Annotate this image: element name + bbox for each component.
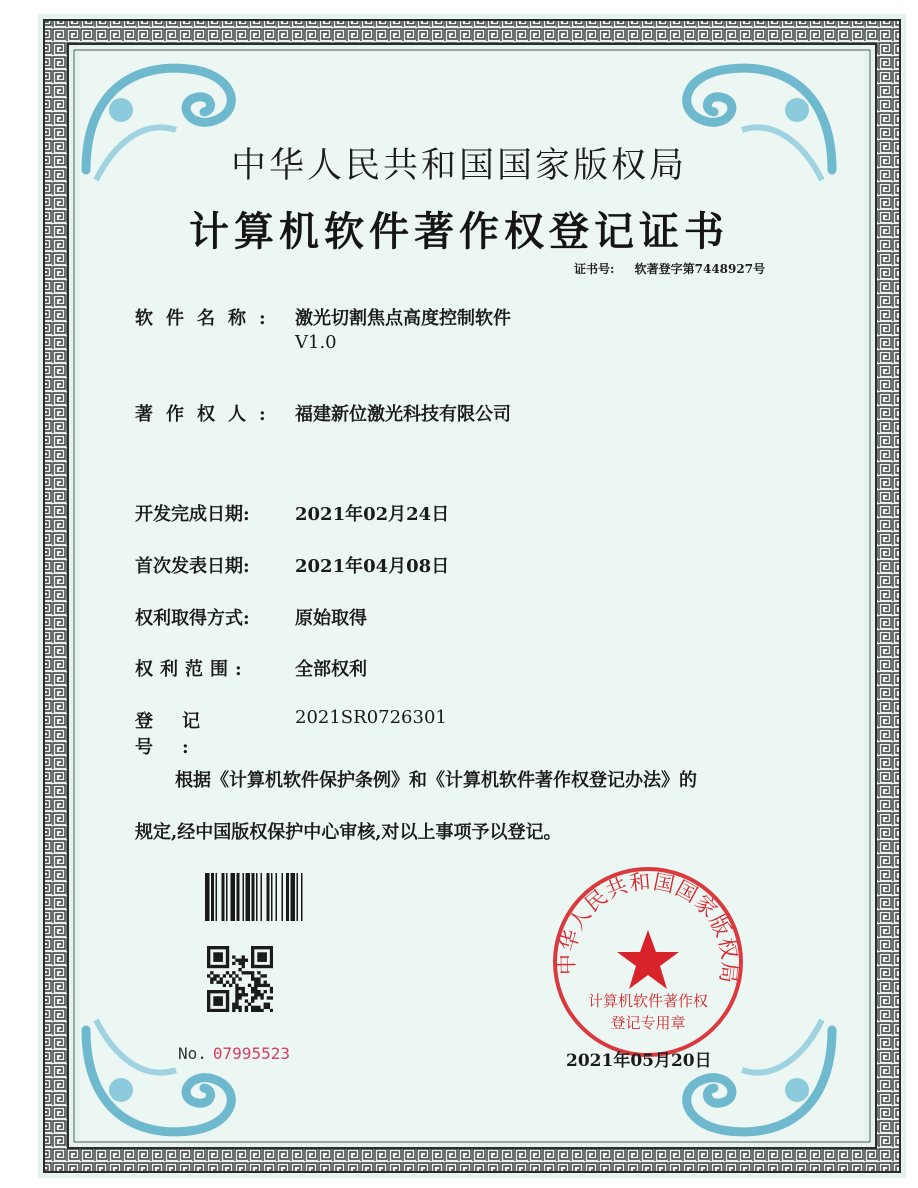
qr-module: [257, 981, 260, 984]
qr-module: [251, 965, 254, 968]
barcode-bar: [226, 873, 228, 921]
qr-module: [232, 981, 235, 984]
qr-module: [251, 971, 254, 974]
qr-module: [264, 1003, 267, 1006]
certificate-number-label: 证书号:: [574, 262, 615, 276]
qr-module: [210, 977, 213, 980]
qr-module: [254, 984, 257, 987]
barcode-bar: [211, 873, 214, 921]
barcode-bar: [237, 873, 240, 921]
barcode-bar: [282, 873, 284, 921]
qr-module: [207, 949, 210, 952]
qr-module: [257, 965, 260, 968]
scope-value: 全部权利: [295, 659, 367, 680]
qr-module: [229, 984, 232, 987]
registration-no-value: 2021SR0726301: [295, 707, 447, 728]
qr-module: [251, 955, 254, 958]
publication-date-label: 首次发表日期:: [135, 556, 250, 577]
qr-module: [251, 990, 254, 993]
qr-module: [220, 981, 223, 984]
qr-code: [207, 946, 273, 1012]
qr-module: [210, 965, 213, 968]
serial-prefix: No.: [178, 1044, 207, 1063]
qr-module: [248, 984, 251, 987]
qr-module: [213, 946, 216, 949]
qr-module: [254, 987, 257, 990]
qr-module: [257, 971, 260, 974]
seal-line-1: 计算机软件著作权: [587, 992, 708, 1010]
barcode-bar: [252, 873, 255, 921]
qr-module: [226, 993, 229, 996]
qr-module: [210, 981, 213, 984]
qr-module: [232, 1009, 235, 1012]
copyright-owner-label: 著作权人:: [135, 404, 279, 425]
qr-module: [270, 962, 273, 965]
qr-module: [226, 959, 229, 962]
qr-module: [242, 987, 245, 990]
barcode-bar: [205, 873, 210, 921]
qr-module: [254, 993, 257, 996]
qr-module: [238, 1009, 241, 1012]
qr-module: [251, 949, 254, 952]
qr-module: [216, 959, 219, 962]
qr-module: [254, 981, 257, 984]
qr-module: [254, 965, 257, 968]
qr-module: [257, 977, 260, 980]
qr-module: [264, 1006, 267, 1009]
field-completion-date: [135, 500, 449, 526]
qr-module: [207, 990, 210, 993]
barcode-bar: [267, 873, 270, 921]
qr-module: [257, 990, 260, 993]
qr-module: [251, 974, 254, 977]
qr-module: [267, 1006, 270, 1009]
qr-module: [220, 955, 223, 958]
qr-module: [251, 1006, 254, 1009]
qr-module: [226, 996, 229, 999]
qr-module: [251, 977, 254, 980]
qr-module: [251, 987, 254, 990]
qr-module: [213, 1009, 216, 1012]
qr-module: [264, 946, 267, 949]
completion-date-label: 开发完成日期:: [135, 504, 250, 525]
qr-module: [238, 968, 241, 971]
qr-module: [223, 946, 226, 949]
qr-module: [248, 971, 251, 974]
qr-module: [220, 952, 223, 955]
qr-module: [207, 952, 210, 955]
barcode-bar: [261, 873, 263, 921]
acquisition-value: 原始取得: [295, 608, 367, 629]
qr-module: [213, 974, 216, 977]
qr-module: [213, 955, 216, 958]
qr-module: [213, 952, 216, 955]
qr-module: [245, 1009, 248, 1012]
qr-module: [257, 993, 260, 996]
qr-module: [213, 999, 216, 1002]
qr-module: [220, 1003, 223, 1006]
qr-module: [270, 949, 273, 952]
barcode-bar: [301, 873, 303, 921]
barcode-bar: [271, 873, 273, 921]
qr-module: [254, 946, 257, 949]
qr-module: [242, 962, 245, 965]
qr-module: [232, 1003, 235, 1006]
qr-module: [210, 990, 213, 993]
qr-module: [216, 946, 219, 949]
qr-module: [264, 955, 267, 958]
barcode-bar: [216, 873, 218, 921]
qr-module: [232, 962, 235, 965]
qr-module: [254, 1006, 257, 1009]
barcode-bar: [222, 873, 225, 921]
qr-module: [235, 996, 238, 999]
qr-module: [251, 1009, 254, 1012]
qr-module: [232, 955, 235, 958]
qr-module: [242, 955, 245, 958]
qr-module: [242, 990, 245, 993]
qr-module: [245, 971, 248, 974]
qr-module: [238, 977, 241, 980]
registration-no-label: 登记号:: [135, 711, 229, 758]
qr-module: [210, 946, 213, 949]
qr-module: [226, 949, 229, 952]
qr-module: [260, 993, 263, 996]
qr-module: [254, 990, 257, 993]
publication-date-value: 2021年04月08日: [295, 556, 450, 577]
qr-module: [257, 955, 260, 958]
qr-module: [235, 1006, 238, 1009]
qr-module: [223, 965, 226, 968]
qr-module: [251, 946, 254, 949]
qr-module: [264, 965, 267, 968]
qr-module: [226, 946, 229, 949]
qr-module: [242, 959, 245, 962]
qr-module: [257, 984, 260, 987]
field-copyright-owner: [135, 400, 511, 426]
qr-module: [207, 962, 210, 965]
qr-module: [251, 959, 254, 962]
qr-module: [270, 987, 273, 990]
qr-module: [226, 952, 229, 955]
qr-module: [207, 946, 210, 949]
qr-module: [207, 993, 210, 996]
qr-module: [226, 981, 229, 984]
qr-module: [207, 1003, 210, 1006]
qr-module: [232, 971, 235, 974]
issuer-name: 中华人民共和国国家版权局: [230, 146, 687, 186]
qr-module: [235, 974, 238, 977]
qr-module: [213, 965, 216, 968]
qr-module: [260, 984, 263, 987]
qr-module: [220, 965, 223, 968]
qr-module: [207, 959, 210, 962]
qr-module: [254, 996, 257, 999]
qr-module: [207, 974, 210, 977]
qr-module: [267, 996, 270, 999]
qr-module: [257, 946, 260, 949]
qr-module: [260, 965, 263, 968]
qr-module: [207, 999, 210, 1002]
qr-module: [257, 1009, 260, 1012]
qr-module: [213, 990, 216, 993]
qr-module: [264, 990, 267, 993]
qr-module: [213, 996, 216, 999]
qr-module: [235, 1003, 238, 1006]
qr-module: [270, 965, 273, 968]
field-acquisition: [135, 604, 367, 630]
qr-module: [226, 1003, 229, 1006]
barcode-bar: [231, 873, 236, 921]
qr-module: [220, 996, 223, 999]
qr-module: [260, 1009, 263, 1012]
qr-module: [226, 999, 229, 1002]
qr-module: [235, 993, 238, 996]
qr-module: [251, 996, 254, 999]
qr-module: [235, 990, 238, 993]
software-name-value: 激光切割焦点高度控制软件: [295, 308, 511, 329]
qr-module: [270, 952, 273, 955]
qr-module: [245, 993, 248, 996]
qr-module: [264, 959, 267, 962]
qr-module: [245, 1006, 248, 1009]
qr-module: [270, 996, 273, 999]
qr-module: [270, 1009, 273, 1012]
qr-module: [223, 974, 226, 977]
barcode-bar: [286, 873, 289, 921]
qr-module: [223, 1009, 226, 1012]
serial-number-value: 07995523: [212, 1044, 290, 1063]
qr-module: [248, 1003, 251, 1006]
field-scope: [135, 655, 367, 681]
qr-module: [213, 977, 216, 980]
qr-module: [213, 959, 216, 962]
qr-module: [260, 952, 263, 955]
qr-module: [251, 962, 254, 965]
qr-module: [257, 1006, 260, 1009]
qr-module: [267, 946, 270, 949]
qr-module: [216, 990, 219, 993]
qr-module: [260, 959, 263, 962]
qr-module: [226, 990, 229, 993]
qr-module: [257, 952, 260, 955]
qr-module: [267, 1003, 270, 1006]
qr-module: [207, 1009, 210, 1012]
qr-module: [220, 1009, 223, 1012]
qr-module: [267, 984, 270, 987]
qr-module: [207, 996, 210, 999]
qr-module: [260, 974, 263, 977]
legal-basis-line-1: 根据《计算机软件保护条例》和《计算机软件著作权登记办法》的: [175, 770, 697, 791]
barcode-bar: [256, 873, 258, 921]
qr-module: [270, 990, 273, 993]
certificate-title: 计算机软件著作权登记证书: [189, 208, 729, 255]
qr-module: [229, 974, 232, 977]
corner-ornament-bottom-left: [76, 1010, 246, 1150]
qr-module: [235, 999, 238, 1002]
qr-module: [226, 971, 229, 974]
qr-module: [260, 955, 263, 958]
qr-module: [216, 952, 219, 955]
qr-module: [238, 987, 241, 990]
qr-module: [235, 984, 238, 987]
barcode: [205, 873, 329, 921]
certificate-number-value: 软著登字第7448927号: [634, 262, 766, 276]
barcode-bar: [291, 873, 296, 921]
qr-module: [220, 946, 223, 949]
qr-module: [213, 1003, 216, 1006]
qr-module: [260, 946, 263, 949]
qr-module: [235, 987, 238, 990]
qr-module: [238, 996, 241, 999]
qr-module: [270, 955, 273, 958]
qr-module: [216, 965, 219, 968]
qr-module: [257, 959, 260, 962]
issue-date: 2021年05月20日: [566, 1051, 712, 1071]
qr-module: [238, 1006, 241, 1009]
qr-module: [232, 1006, 235, 1009]
qr-module: [270, 959, 273, 962]
qr-module: [238, 959, 241, 962]
qr-module: [235, 959, 238, 962]
field-registration-no: [135, 707, 447, 759]
qr-module: [220, 999, 223, 1002]
qr-module: [223, 990, 226, 993]
qr-module: [264, 974, 267, 977]
seal-line-2: 登记专用章: [610, 1014, 686, 1032]
copyright-owner-value: 福建新位激光科技有限公司: [295, 404, 511, 425]
qr-module: [226, 955, 229, 958]
acquisition-label: 权利取得方式:: [135, 608, 250, 629]
qr-module: [251, 952, 254, 955]
completion-date-value: 2021年02月24日: [295, 504, 450, 525]
qr-module: [242, 965, 245, 968]
qr-module: [264, 984, 267, 987]
field-publication-date: [135, 552, 449, 578]
qr-module: [210, 1009, 213, 1012]
qr-module: [216, 1009, 219, 1012]
qr-module: [210, 971, 213, 974]
qr-module: [207, 955, 210, 958]
scope-label: 权利范围:: [135, 659, 249, 680]
qr-module: [260, 996, 263, 999]
seal-star-icon: [617, 930, 679, 989]
qr-module: [242, 993, 245, 996]
qr-module: [245, 959, 248, 962]
qr-module: [254, 977, 257, 980]
qr-module: [264, 981, 267, 984]
software-name-label: 软件名称:: [135, 308, 279, 329]
qr-module: [238, 962, 241, 965]
qr-module: [226, 962, 229, 965]
qr-module: [251, 999, 254, 1002]
qr-module: [264, 952, 267, 955]
qr-module: [220, 977, 223, 980]
legal-basis-line-2: 规定,经中国版权保护中心审核,对以上事项予以登记。: [135, 822, 562, 843]
qr-module: [238, 993, 241, 996]
certificate-number: [574, 260, 765, 277]
qr-module: [232, 977, 235, 980]
qr-module: [242, 971, 245, 974]
qr-module: [226, 965, 229, 968]
qr-module: [226, 1009, 229, 1012]
seal-ring-text: 中华人民共和国国家版权局: [554, 869, 742, 986]
field-software-name: [135, 304, 511, 353]
barcode-bar: [243, 873, 245, 921]
software-version: V1.0: [295, 332, 337, 353]
qr-module: [226, 1006, 229, 1009]
qr-module: [216, 981, 219, 984]
qr-module: [267, 965, 270, 968]
qr-module: [207, 965, 210, 968]
qr-module: [216, 955, 219, 958]
qr-module: [270, 946, 273, 949]
qr-module: [216, 999, 219, 1002]
qr-module: [223, 984, 226, 987]
qr-module: [216, 974, 219, 977]
qr-module: [220, 959, 223, 962]
serial-number: [178, 1044, 290, 1063]
barcode-bar: [276, 873, 278, 921]
qr-module: [216, 996, 219, 999]
qr-module: [245, 999, 248, 1002]
qr-module: [207, 1006, 210, 1009]
qr-module: [254, 1009, 257, 1012]
barcode-bar: [246, 873, 251, 921]
qr-module: [216, 1003, 219, 1006]
barcode-bar: [297, 873, 299, 921]
qr-module: [220, 990, 223, 993]
